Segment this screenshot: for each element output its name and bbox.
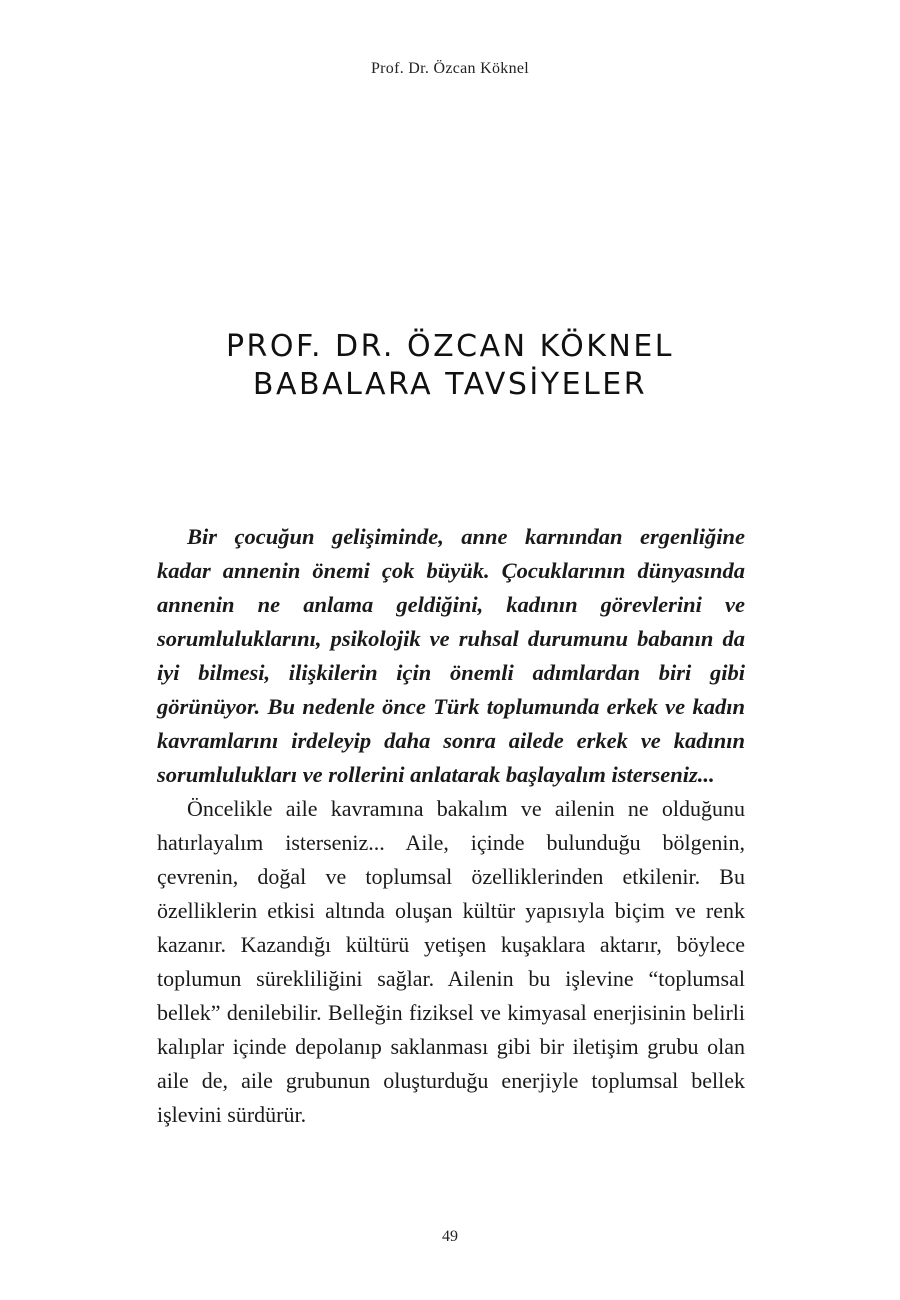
chapter-title-line-2: BABALARA TAVSİYELER xyxy=(252,367,648,402)
lead-paragraph: Bir çocuğun gelişiminde, anne karnından ergenliğine kadar annenin önemi çok büyük. Çocuklarının dünyasında annenin ne anlama geldiğini, kadının görevlerini ve sorumluluklarını, psikolojik ve ruhsal durumunu babanın da iyi bilmesi, ilişkilerin için önemli adımlardan biri gibi görünüyor. Bu nedenle önce Türk toplumunda erkek ve kadın kavramlarını irdeleyip daha sonra ailede erkek ve kadının sorumlulukları ve rollerini anlatarak başlayalım isterseniz... xyxy=(157,524,745,787)
body-text xyxy=(157,520,745,1132)
running-head: Prof. Dr. Özcan Köknel xyxy=(370,60,530,77)
body-paragraph: Öncelikle aile kavramına bakalım ve ailenin ne olduğunu hatırlayalım isterseniz... Aile, içinde bulunduğu bölgenin, çevrenin, doğal ve toplumsal özelliklerinden etkilenir. Bu özelliklerin etkisi altında oluşan kültür yapısıyla biçim ve renk kazanır. Kazandığı kültürü yetişen kuşaklara aktarır, böylece toplumun sürekliliğini sağlar. Ailenin bu işlevine “toplumsal bellek” denilebilir. Belleğin fiziksel ve kimyasal enerjisinin belirli kalıplar içinde depolanıp saklanması gibi bir iletişim grubu olan aile de, aile grubunun oluşturduğu enerjiyle toplumsal bellek işlevini sürdürür. xyxy=(157,796,745,1127)
chapter-title xyxy=(0,328,900,404)
page-number: 49 xyxy=(442,1228,458,1245)
chapter-title-line-1: PROF. DR. ÖZCAN KÖKNEL xyxy=(225,329,675,364)
